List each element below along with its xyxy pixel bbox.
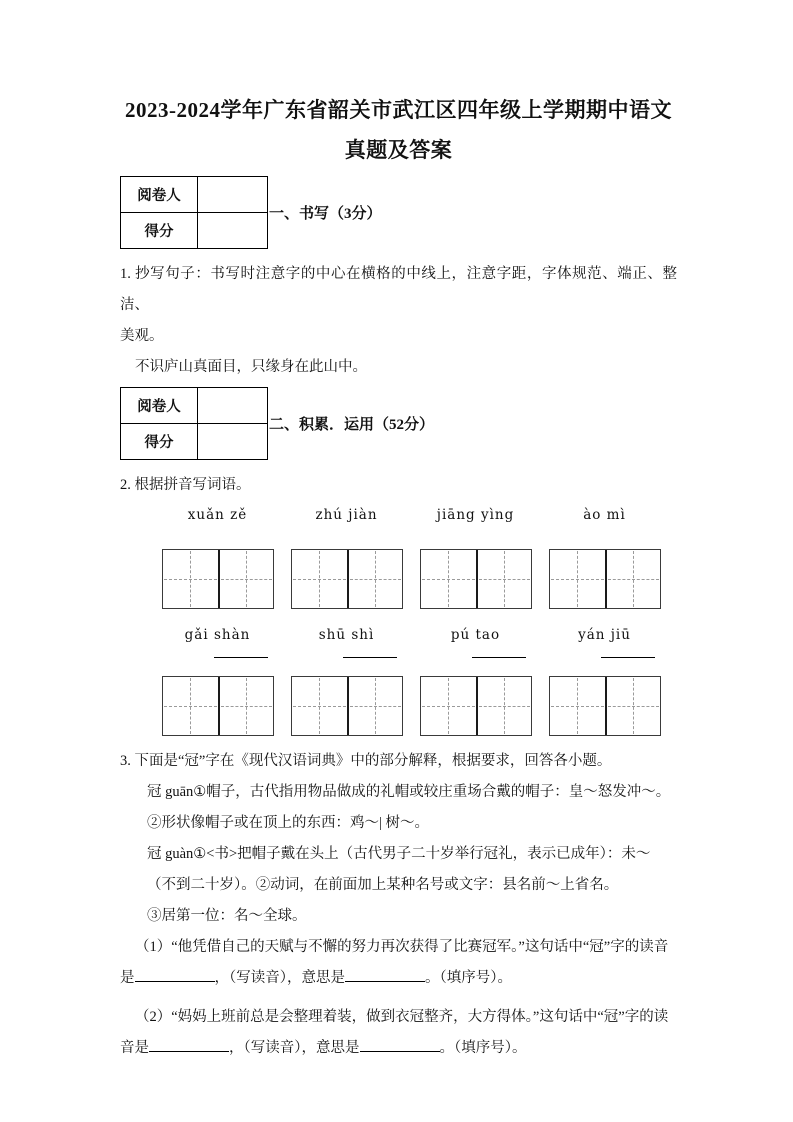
writing-cell bbox=[163, 550, 218, 608]
character-writing-grid bbox=[291, 549, 403, 609]
pinyin-grid-item bbox=[418, 625, 533, 736]
grader-label: 阅卷人 bbox=[121, 388, 198, 424]
q3-prompt: 3. 下面是“冠”字在《现代汉语词典》中的部分解释，根据要求，回答各小题。 bbox=[120, 753, 612, 769]
writing-cell bbox=[292, 677, 347, 735]
writing-cell bbox=[550, 550, 605, 608]
answer-blank-pronunciation bbox=[135, 967, 215, 982]
pinyin-grid-item bbox=[547, 505, 662, 609]
answer-line bbox=[601, 657, 655, 658]
definition-line: 冠 guān①帽子，古代指用物品做成的礼帽或较庄重场合戴的帽子：皇～怒发冲～。 bbox=[147, 784, 671, 800]
character-writing-grid bbox=[162, 676, 274, 736]
q3-sub2-mid: ，（写读音），意思是 bbox=[229, 1040, 360, 1056]
character-writing-grid bbox=[291, 676, 403, 736]
pinyin-grid-row-2 bbox=[160, 625, 662, 736]
q3-sub1-line1: （1）“他凭借自己的天赋与不懈的努力再次获得了比赛冠军。”这句话中“冠”字的读音 bbox=[135, 939, 669, 955]
character-writing-grid bbox=[549, 676, 661, 736]
q3-sub2-pre: 音是 bbox=[120, 1040, 149, 1056]
dictionary-definitions bbox=[120, 777, 677, 932]
grading-table-2 bbox=[120, 387, 268, 460]
pinyin-label: ào mì bbox=[583, 507, 626, 523]
character-writing-grid bbox=[162, 549, 274, 609]
character-writing-grid bbox=[420, 549, 532, 609]
answer-line bbox=[214, 657, 268, 658]
grading-table-1 bbox=[120, 176, 268, 249]
pinyin-grid-item bbox=[289, 505, 404, 609]
writing-cell bbox=[218, 550, 273, 608]
pinyin-grid-item bbox=[160, 505, 275, 609]
title-line-1: 2023-2024学年广东省韶关市武江区四年级上学期期中语文 bbox=[125, 98, 672, 122]
section2-header-block bbox=[120, 387, 677, 460]
q3-sub1-pre: 是 bbox=[120, 970, 135, 986]
score-row bbox=[121, 213, 268, 249]
writing-cell bbox=[476, 550, 531, 608]
character-writing-grid bbox=[549, 549, 661, 609]
q3-sub-question-1 bbox=[120, 932, 677, 994]
score-blank-cell bbox=[198, 424, 268, 460]
definition-line: （不到二十岁）。②动词，在前面加上某种名号或文字：县名前～上省名。 bbox=[147, 877, 619, 893]
pinyin-label: shū shì bbox=[318, 627, 375, 643]
grader-row bbox=[121, 388, 268, 424]
score-row bbox=[121, 424, 268, 460]
pinyin-grid-item bbox=[160, 625, 275, 736]
pinyin-grid-item bbox=[547, 625, 662, 736]
section1-heading: 一、书写（3分） bbox=[269, 206, 382, 222]
writing-cell bbox=[218, 677, 273, 735]
writing-cell bbox=[605, 677, 660, 735]
q1-prompt bbox=[120, 259, 677, 352]
answer-blank-meaning bbox=[360, 1037, 440, 1052]
pinyin-label: jiāng yìng bbox=[436, 507, 515, 523]
q1-copy-sentence: 不识庐山真面目，只缘身在此山中。 bbox=[135, 359, 367, 375]
section2-heading: 二、积累．运用（52分） bbox=[269, 417, 435, 433]
definition-line: 冠 guàn①<书>把帽子戴在头上（古代男子二十岁举行冠礼，表示已成年）：未～ bbox=[147, 846, 651, 862]
score-blank-cell bbox=[198, 213, 268, 249]
score-label: 得分 bbox=[121, 213, 198, 249]
character-writing-grid bbox=[420, 676, 532, 736]
page-title bbox=[120, 90, 677, 170]
q3-sub-question-2 bbox=[120, 1002, 677, 1064]
q1-prompt-line-2: 美观。 bbox=[120, 328, 164, 344]
q3-sub2-line1: （2）“妈妈上班前总是会整理着装，做到衣冠整齐，大方得体。”这句话中“冠”字的读 bbox=[135, 1009, 669, 1025]
q3-sub2-answer-line bbox=[120, 1033, 677, 1064]
writing-cell bbox=[163, 677, 218, 735]
q3-sub1-answer-line bbox=[120, 963, 677, 994]
answer-line bbox=[343, 657, 397, 658]
writing-cell bbox=[347, 550, 402, 608]
grader-label: 阅卷人 bbox=[121, 177, 198, 213]
answer-blank-pronunciation bbox=[149, 1037, 229, 1052]
writing-cell bbox=[550, 677, 605, 735]
pinyin-grid-item bbox=[289, 625, 404, 736]
q2-prompt: 2. 根据拼音写词语。 bbox=[120, 477, 251, 493]
section1-header-block bbox=[120, 176, 677, 249]
grader-blank-cell bbox=[198, 388, 268, 424]
writing-cell bbox=[605, 550, 660, 608]
answer-blank-meaning bbox=[345, 967, 425, 982]
writing-cell bbox=[421, 677, 476, 735]
grader-row bbox=[121, 177, 268, 213]
definition-line: ②形状像帽子或在顶上的东西：鸡～| 树～。 bbox=[147, 815, 430, 831]
answer-line bbox=[472, 657, 526, 658]
pinyin-grid-item bbox=[418, 505, 533, 609]
q3-sub1-mid: ，（写读音），意思是 bbox=[214, 970, 345, 986]
grader-blank-cell bbox=[198, 177, 268, 213]
writing-cell bbox=[476, 677, 531, 735]
pinyin-label: zhú jiàn bbox=[315, 507, 378, 523]
definition-line: ③居第一位：名～全球。 bbox=[147, 908, 307, 924]
pinyin-label: yán jiū bbox=[578, 627, 631, 643]
pinyin-label: gǎi shàn bbox=[184, 627, 251, 643]
q1-prompt-line-1: 1. 抄写句子：书写时注意字的中心在横格的中线上，注意字距，字体规范、端正、整洁、 bbox=[120, 266, 677, 313]
writing-cell bbox=[421, 550, 476, 608]
title-line-2: 真题及答案 bbox=[344, 138, 453, 162]
pinyin-writing-area bbox=[160, 505, 662, 736]
score-label: 得分 bbox=[121, 424, 198, 460]
pinyin-grid-row-1 bbox=[160, 505, 662, 609]
q3-sub2-post: 。（填序号）。 bbox=[439, 1040, 527, 1056]
q3-sub1-post: 。（填序号）。 bbox=[425, 970, 512, 986]
writing-cell bbox=[292, 550, 347, 608]
pinyin-label: xuǎn zě bbox=[187, 507, 248, 523]
writing-cell bbox=[347, 677, 402, 735]
question-3 bbox=[120, 746, 677, 1064]
pinyin-label: pú tao bbox=[450, 627, 501, 643]
